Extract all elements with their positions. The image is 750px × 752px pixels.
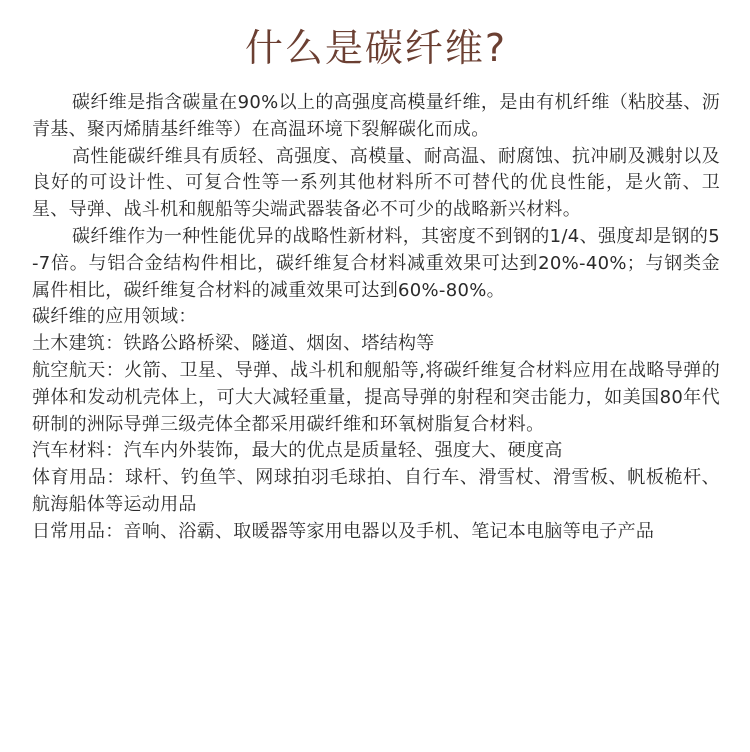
application-civil: 土木建筑：铁路公路桥梁、隧道、烟囱、塔结构等 xyxy=(32,333,435,355)
page-title: 什么是碳纤维? xyxy=(244,26,508,70)
paragraph-definition: 碳纤维是指含碳量在90%以上的高强度高模量纤维，是由有机纤维（粘胶基、沥青基、聚丙烯腈基纤维等）在高温环境下裂解碳化而成。 xyxy=(32,92,720,140)
application-daily: 日常用品：音响、浴霸、取暖器等家用电器以及手机、笔记本电脑等电子产品 xyxy=(32,520,655,542)
application-automotive: 汽车材料：汽车内外装饰，最大的优点是质量轻、强度大、硬度高 xyxy=(32,440,563,462)
paragraph-comparison: 碳纤维作为一种性能优异的战略性新材料，其密度不到钢的1/4、强度却是钢的5-7倍。与铝合金结构件相比，碳纤维复合材料减重效果可达到20%-40%；与钢类金属件相比，碳纤维复合材料的减重效果可达到60%-80%。 xyxy=(32,225,720,301)
paragraph-performance: 高性能碳纤维具有质轻、高强度、高模量、耐高温、耐腐蚀、抗冲刷及溅射以及良好的可设计性、可复合性等一系列其他材料所不可替代的优良性能，是火箭、卫星、导弹、战斗机和舰船等尖端武器装备必不可少的战略新兴材料。 xyxy=(32,145,720,221)
applications-heading: 碳纤维的应用领域： xyxy=(32,306,197,328)
application-sports: 体育用品：球杆、钓鱼竿、网球拍羽毛球拍、自行车、滑雪杖、滑雪板、帆板桅杆、航海船体等运动用品 xyxy=(32,467,720,515)
article-body xyxy=(32,90,720,546)
application-aerospace: 航空航天：火箭、卫星、导弹、战斗机和舰船等,将碳纤维复合材料应用在战略导弹的弹体和发动机壳体上，可大大减轻重量，提高导弹的射程和突击能力，如美国80年代研制的洲际导弹三级壳体全都采用碳纤维和环氧树脂复合材料。 xyxy=(32,359,720,435)
